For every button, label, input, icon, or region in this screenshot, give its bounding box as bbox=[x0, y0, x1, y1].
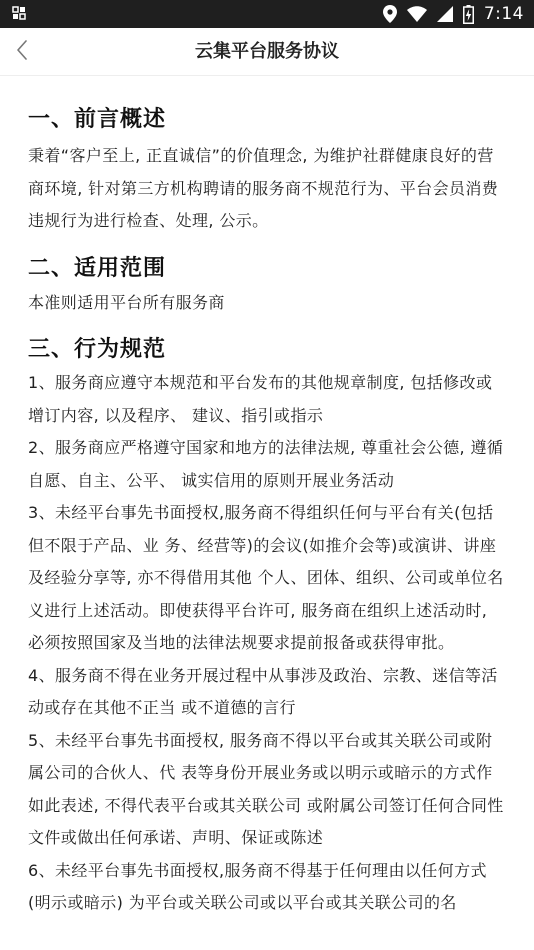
page-title: 云集平台服务协议 bbox=[195, 41, 339, 62]
section-heading-preface: 一、前言概述 bbox=[28, 107, 167, 132]
location-icon bbox=[383, 5, 397, 23]
agreement-content[interactable] bbox=[0, 77, 534, 950]
wifi-icon bbox=[407, 6, 427, 22]
battery-icon bbox=[463, 5, 474, 24]
section-heading-scope: 二、适用范围 bbox=[28, 255, 167, 281]
section-heading-conduct: 三、行为规范 bbox=[28, 337, 167, 362]
section-paragraph: 秉着“客户至上, 正直诚信”的价值理念, 为维护社群健康良好的营商环境, 针对第三方机构聘请的服务商不规范行为、平台会员消费违规行为进行检查、处理, 公示。 bbox=[28, 146, 499, 230]
section-paragraph: 本准则适用平台所有服务商 bbox=[28, 292, 225, 312]
signal-icon bbox=[437, 6, 453, 22]
app-notification-icon bbox=[12, 6, 26, 20]
status-bar bbox=[0, 0, 534, 28]
back-button[interactable] bbox=[6, 36, 38, 68]
rule-item: 2、服务商应严格遵守国家和地方的法律法规, 尊重社会公德, 遵循自愿、自主、公平、 诚实信用的原则开展业务活动 bbox=[28, 438, 504, 490]
rule-item: 1、服务商应遵守本规范和平台发布的其他规章制度, 包括修改或增订内容, 以及程序、 建议、指引或指示 bbox=[28, 373, 493, 425]
rule-item: 3、未经平台事先书面授权,服务商不得组织任何与平台有关(包括但不限于产品、业 务、经营等)的会议(如推介会等)或演讲、讲座及经验分享等, 亦不得借用其他 个人、团体、组织、公司或单位名义进行上述活动。即使获得平台许可, 服务商在组织上述活动时, 必须按照国家及当地的法律法规要求提前报备或获得审批。 bbox=[28, 503, 504, 652]
nav-bar bbox=[0, 28, 534, 76]
status-time: 7:14 bbox=[483, 4, 524, 24]
rule-item: 4、服务商不得在业务开展过程中从事涉及政治、宗教、迷信等活动或存在其他不正当 或不道德的言行 bbox=[28, 665, 498, 717]
rule-item: 5、未经平台事先书面授权, 服务商不得以平台或其关联公司或附属公司的合伙人、代 表等身份开展业务或以明示或暗示的方式作如此表述, 不得代表平台或其关联公司 或附属公司签订任何合同性文件或做出任何承诺、声明、保证或陈述 bbox=[28, 730, 504, 847]
rule-item: 6、未经平台事先书面授权,服务商不得基于任何理由以任何方式(明示或暗示) 为平台或关联公司或以平台或其关联公司的名 bbox=[28, 860, 487, 912]
chevron-left-icon bbox=[16, 40, 28, 64]
